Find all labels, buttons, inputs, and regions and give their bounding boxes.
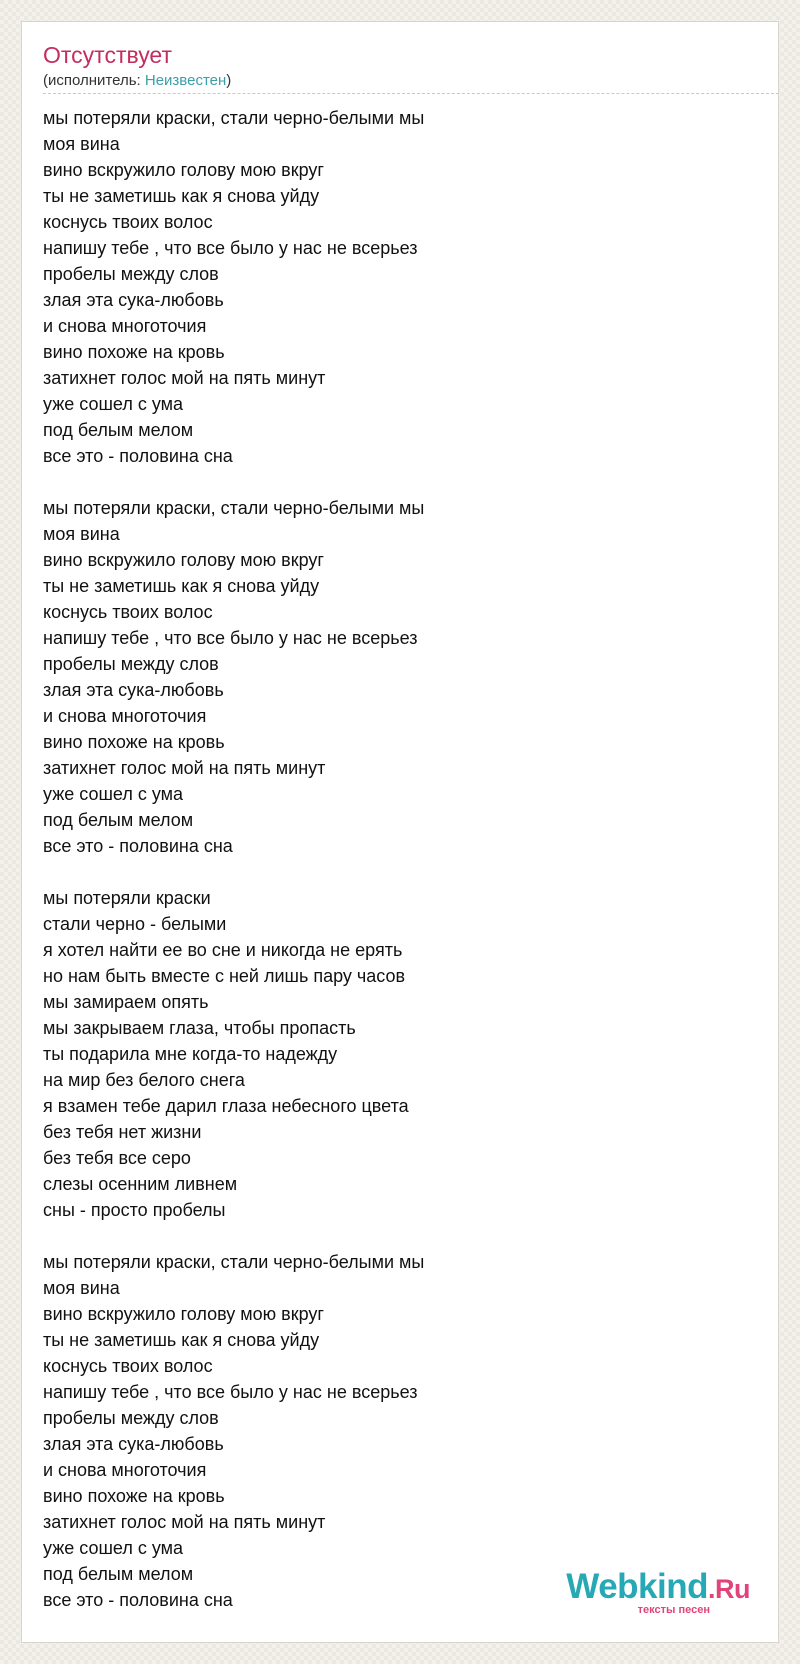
- lyric-line: ты не заметишь как я снова уйду: [43, 186, 320, 206]
- logo-wordmark: [566, 1569, 750, 1607]
- artist-link[interactable]: Неизвестен: [144, 72, 227, 89]
- lyric-line: моя вина: [43, 524, 120, 544]
- lyric-line: под белым мелом: [43, 420, 194, 440]
- lyric-line: под белым мелом: [43, 810, 194, 830]
- lyrics-stanza: [43, 495, 763, 859]
- logo-tld: .Ru: [708, 1574, 750, 1604]
- logo-brand: Webkind: [566, 1567, 708, 1606]
- lyric-line: вино вскружило голову мою вкруг: [43, 550, 324, 570]
- artist-byline: [43, 72, 231, 90]
- lyric-line: напишу тебе , что все было у нас не всерьез: [43, 628, 418, 648]
- lyric-line: и снова многоточия: [43, 316, 207, 336]
- lyric-line: все это - половина сна: [43, 836, 233, 856]
- lyric-line: на мир без белого снега: [43, 1070, 245, 1090]
- lyric-line: уже сошел с ума: [43, 1538, 184, 1558]
- lyric-line: уже сошел с ума: [43, 784, 184, 804]
- lyric-line: напишу тебе , что все было у нас не всерьез: [43, 1382, 418, 1402]
- lyric-line: но нам быть вместе с ней лишь пару часов: [43, 966, 406, 986]
- site-logo[interactable]: [566, 1569, 750, 1616]
- byline-prefix: (исполнитель:: [43, 72, 145, 89]
- lyric-line: вино похоже на кровь: [43, 342, 225, 362]
- lyric-line: слезы осенним ливнем: [43, 1174, 238, 1194]
- header-divider: [43, 93, 779, 94]
- lyric-line: я взамен тебе дарил глаза небесного цвета: [43, 1096, 409, 1116]
- lyric-line: затихнет голос мой на пять минут: [43, 368, 326, 388]
- lyric-line: пробелы между слов: [43, 654, 219, 674]
- lyric-line: моя вина: [43, 1278, 120, 1298]
- lyric-line: стали черно - белыми: [43, 914, 227, 934]
- lyric-line: ты не заметишь как я снова уйду: [43, 576, 320, 596]
- logo-tagline: тексты песен: [637, 1604, 710, 1616]
- lyric-line: пробелы между слов: [43, 264, 219, 284]
- lyric-line: затихнет голос мой на пять минут: [43, 758, 326, 778]
- lyric-line: уже сошел с ума: [43, 394, 184, 414]
- lyric-line: мы потеряли краски, стали черно-белыми мы: [43, 1252, 425, 1272]
- lyric-line: коснусь твоих волос: [43, 602, 213, 622]
- lyric-line: вино вскружило голову мою вкруг: [43, 160, 324, 180]
- lyric-line: все это - половина сна: [43, 446, 233, 466]
- lyric-line: мы закрываем глаза, чтобы пропасть: [43, 1018, 356, 1038]
- lyric-line: вино похоже на кровь: [43, 1486, 225, 1506]
- lyric-line: мы потеряли краски, стали черно-белыми мы: [43, 108, 425, 128]
- lyric-line: злая эта сука-любовь: [43, 1434, 224, 1454]
- lyric-line: мы потеряли краски, стали черно-белыми мы: [43, 498, 425, 518]
- lyrics-stanza: [43, 885, 763, 1223]
- lyric-line: мы замираем опять: [43, 992, 209, 1012]
- lyric-line: вино вскружило голову мою вкруг: [43, 1304, 324, 1324]
- lyrics-stanza: [43, 105, 763, 469]
- lyric-line: коснусь твоих волос: [43, 212, 213, 232]
- lyric-line: злая эта сука-любовь: [43, 290, 224, 310]
- lyric-line: ты подарила мне когда-то надежду: [43, 1044, 338, 1064]
- lyric-line: затихнет голос мой на пять минут: [43, 1512, 326, 1532]
- lyric-line: злая эта сука-любовь: [43, 680, 224, 700]
- lyric-line: моя вина: [43, 134, 120, 154]
- lyric-line: коснусь твоих волос: [43, 1356, 213, 1376]
- song-title: Отсутствует: [43, 42, 172, 68]
- byline-suffix: ): [226, 72, 232, 89]
- lyrics-body: [43, 105, 763, 1639]
- lyrics-stanza: [43, 1249, 763, 1613]
- lyric-line: ты не заметишь как я снова уйду: [43, 1330, 320, 1350]
- lyrics-card: [21, 21, 779, 1643]
- lyric-line: под белым мелом: [43, 1564, 194, 1584]
- lyric-line: и снова многоточия: [43, 706, 207, 726]
- lyric-line: я хотел найти ее во сне и никогда не ерять: [43, 940, 403, 960]
- lyric-line: и снова многоточия: [43, 1460, 207, 1480]
- lyric-line: без тебя все серо: [43, 1148, 191, 1168]
- lyric-line: все это - половина сна: [43, 1590, 233, 1610]
- lyric-line: мы потеряли краски: [43, 888, 211, 908]
- lyric-line: вино похоже на кровь: [43, 732, 225, 752]
- lyric-line: пробелы между слов: [43, 1408, 219, 1428]
- lyric-line: без тебя нет жизни: [43, 1122, 202, 1142]
- lyric-line: сны - просто пробелы: [43, 1200, 226, 1220]
- lyric-line: напишу тебе , что все было у нас не всерьез: [43, 238, 418, 258]
